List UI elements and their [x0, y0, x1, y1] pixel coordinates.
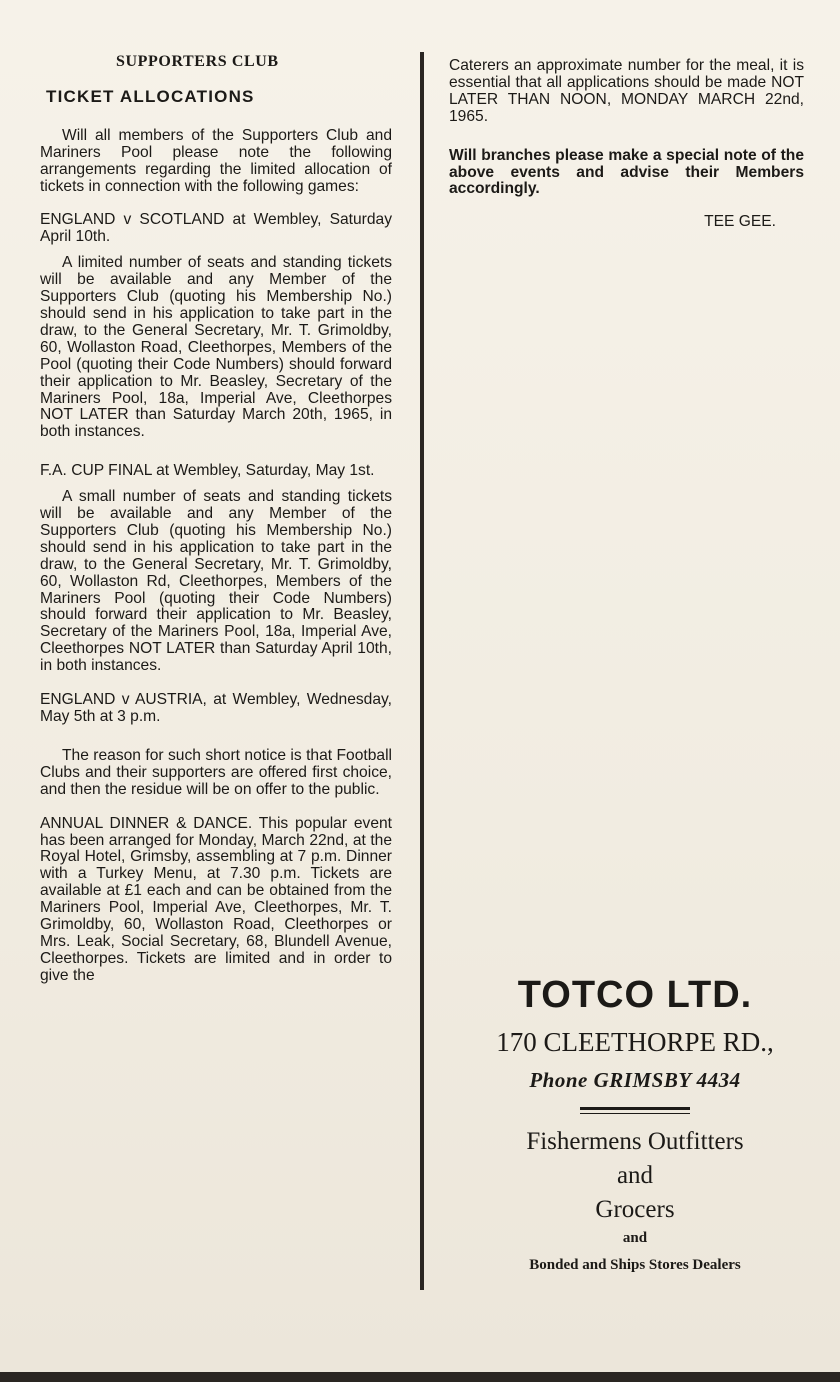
advert-address: 170 CLEETHORPE RD.,: [496, 1027, 774, 1057]
advert-phone: Phone GRIMSBY 4434: [529, 1068, 741, 1092]
short-notice-paragraph: The reason for such short notice is that Football Clubs and their supporters are offered first choice, and then the residue will be on offer to the public.: [40, 746, 392, 798]
supporters-club-heading: SUPPORTERS CLUB: [116, 53, 279, 70]
advert-company-name: TOTCO LTD.: [517, 974, 753, 1016]
column-divider: [420, 52, 424, 1290]
dinner-continued-paragraph: Caterers an approximate number for the meal, it is essential that all applications should be made NOT LATER THAN NOON, MONDAY MARCH 22nd, 1965.: [449, 57, 804, 125]
fa-cup-body: A small number of seats and standing tickets will be available and any Member of the Supporters Club (quoting his Membership No.) should send in his application to take part in the draw, to the General Secretary, Mr. T. Grimoldby, 60, Wollaston Rd, Cleethorpes, Members of the Mariners Pool (quoting their Code Numbers) should forward their application to Mr. Beasley, Secretary of the Mariners Pool, 18a, Imperial Ave, Cleethorpes NOT LATER than Saturday April 10th, in both instances.: [40, 488, 392, 675]
left-column: [40, 50, 392, 985]
totco-advert: [430, 970, 840, 1274]
advert-line-grocers: Grocers: [595, 1196, 675, 1223]
dinner-dance-paragraph: ANNUAL DINNER & DANCE. This popular event has been arranged for Monday, March 22nd, at the Royal Hotel, Grimsby, assembling at 7 p.m. Dinner with a Turkey Menu, at 7.30 p.m. Tickets are available at £1 each and can be obtained from the Mariners Pool, Imperial Ave, Cleethorpes, Mr. T. Grimoldby, 60, Wollaston Road, Cleethorpes or Mrs. Leak, Social Secretary, 68, Blundell Avenue, Cleethorpes. Tickets are limited and in order to give the: [40, 814, 392, 984]
advert-rule: [580, 1107, 690, 1110]
branches-notice: Will branches please make a special note of the above events and advise their Members accordingly.: [449, 146, 804, 198]
england-scotland-title: ENGLAND v SCOTLAND at Wembley, Saturday April 10th.: [40, 211, 392, 246]
england-scotland-body: A limited number of seats and standing tickets will be available and any Member of the Supporters Club (quoting his Membership No.) should send in his application to take part in the draw, to the General Secretary, Mr. T. Grimoldby, 60, Wollaston Road, Cleethorpes, Members of the Pool (quoting their Code Numbers) should forward their application to Mr. Beasley, Secretary of the Mariners Pool, 18a, Imperial Ave, Cleethorpes NOT LATER than Saturday March 20th, 1965, in both instances.: [40, 254, 392, 441]
signature: TEE GEE.: [704, 213, 776, 231]
advert-line-bonded: Bonded and Ships Stores Dealers: [529, 1257, 741, 1273]
advert-and-small: and: [622, 1230, 648, 1246]
right-column: [449, 58, 804, 231]
page-bottom-edge: [0, 1372, 840, 1382]
intro-paragraph: Will all members of the Supporters Club and Mariners Pool please note the following arrangements regarding the limited allocation of tickets in connection with the following games:: [40, 126, 392, 195]
fa-cup-title: F.A. CUP FINAL at Wembley, Saturday, May 1st.: [40, 462, 375, 480]
advert-rule-thin: [580, 1113, 690, 1114]
ticket-allocations-heading: TICKET ALLOCATIONS: [46, 86, 255, 106]
advert-and: and: [616, 1162, 654, 1189]
england-austria-title: ENGLAND v AUSTRIA, at Wembley, Wednesday, May 5th at 3 p.m.: [40, 691, 392, 725]
advert-line-outfitters: Fishermens Outfitters: [526, 1128, 744, 1155]
